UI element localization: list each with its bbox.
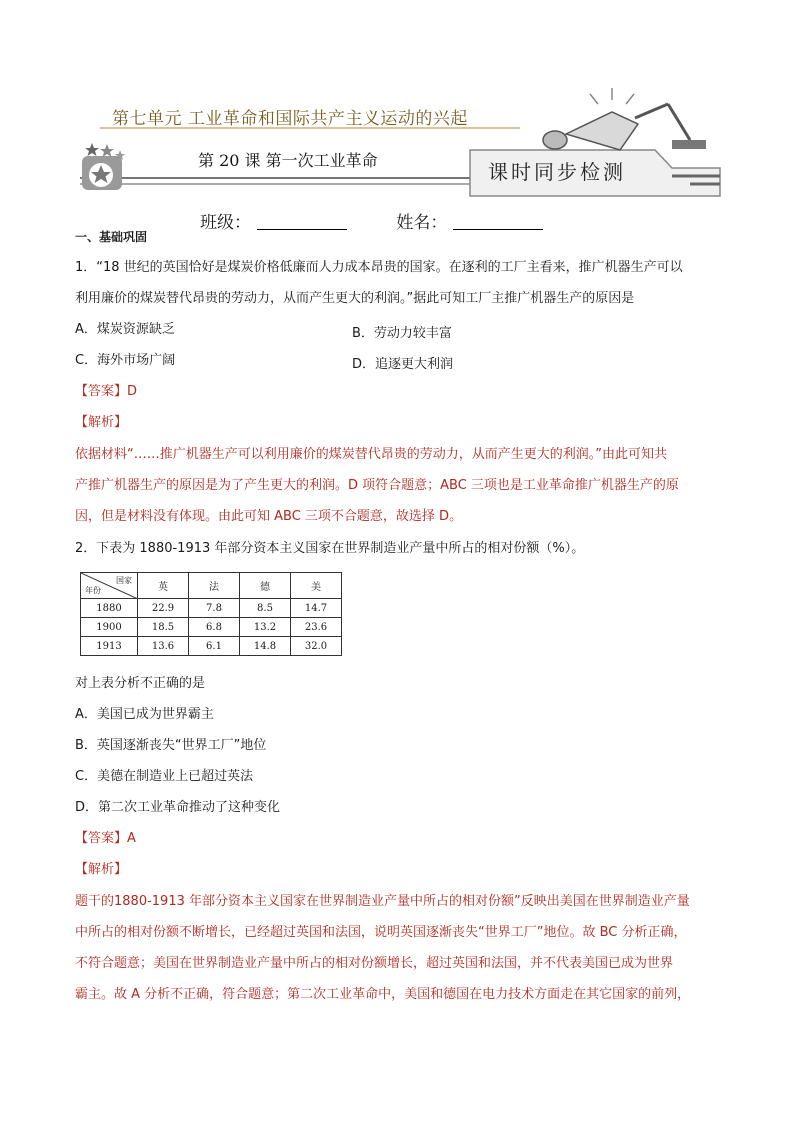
q2-analysis-label: 【解析】 [75, 862, 128, 877]
q2-analysis-line-4: 霸主。故 A 分析不正确，符合题意；第二次工业革命中，美国和德国在电力技术方面走在其它国家的前列， [75, 987, 691, 1002]
value-cell: 14.7 [291, 599, 342, 618]
value-cell: 13.6 [138, 637, 189, 656]
value-cell: 14.8 [240, 637, 291, 656]
column-header: 德 [240, 573, 291, 599]
value-cell: 8.5 [240, 599, 291, 618]
table-row [81, 599, 342, 618]
q1-answer: 【答案】D [75, 384, 138, 399]
column-header: 英 [138, 573, 189, 599]
column-header: 美 [291, 573, 342, 599]
q1-analysis-line-1: 依据材料“……推广机器生产可以利用廉价的煤炭替代昂贵的劳动力，从而产生更大的利润。”由此可知共 [75, 447, 667, 462]
header-banner-graphic [0, 0, 794, 205]
page-header [0, 0, 794, 205]
year-cell: 1880 [81, 599, 138, 618]
value-cell: 6.8 [189, 618, 240, 637]
name-label: 姓名： [396, 213, 448, 233]
q2-option-b: B．英国逐渐丧失“世界工厂”地位 [75, 738, 267, 753]
year-cell: 1900 [81, 618, 138, 637]
year-cell: 1913 [81, 637, 138, 656]
q2-analysis-line-3: 不符合题意；美国在世界制造业产量中所占的相对份额增长，超过英国和法国，并不代表美国已成为世界 [75, 956, 674, 971]
q2-analysis-line-2: 中所占的相对份额不断增长，已经超过英国和法国，说明英国逐渐丧失“世界工厂”地位。故 BC 分析正确， [75, 925, 687, 940]
q2-option-d: D．第二次工业革命推动了这种变化 [75, 800, 281, 815]
q1-option-c: C．海外市场广阔 [75, 353, 176, 368]
table-row [81, 618, 342, 637]
student-info-row [200, 208, 543, 233]
q2-analysis-line-1: 题干的1880-1913 年部分资本主义国家在世界制造业产量中所占的相对份额”反映出美国在世界制造业产量 [75, 894, 690, 909]
q2-question: 对上表分析不正确的是 [75, 676, 206, 691]
q1-option-b: B．劳动力较丰富 [352, 326, 452, 341]
manufacturing-share-table [80, 572, 342, 656]
section-badge-label: 课时同步检测 [488, 160, 626, 184]
value-cell: 7.8 [189, 599, 240, 618]
q1-analysis-label: 【解析】 [75, 415, 128, 430]
value-cell: 32.0 [291, 637, 342, 656]
value-cell: 23.6 [291, 618, 342, 637]
q1-analysis-line-2: 产推广机器生产的原因是为了产生更大的利润。D 项符合题意；ABC 三项也是工业革命推广机器生产的原 [75, 478, 679, 493]
name-blank-field[interactable] [453, 229, 543, 230]
q1-stem-line-2: 利用廉价的煤炭替代昂贵的劳动力，从而产生更大的利润。”据此可知工厂主推广机器生产的原因是 [75, 291, 635, 306]
class-blank-field[interactable] [257, 229, 347, 230]
q2-option-a: A．美国已成为世界霸主 [75, 707, 214, 722]
q1-option-a: A．煤炭资源缺乏 [75, 322, 175, 337]
table-header-row [81, 573, 342, 599]
table-corner-cell [81, 573, 138, 599]
value-cell: 22.9 [138, 599, 189, 618]
desk-lamp-icon [543, 88, 706, 150]
column-header: 法 [189, 573, 240, 599]
unit-title: 第七单元 工业革命和国际共产主义运动的兴起 [112, 109, 468, 129]
q2-answer: 【答案】A [75, 831, 136, 846]
q2-option-c: C．美德在制造业上已超过英法 [75, 769, 254, 784]
table-row [81, 637, 342, 656]
class-label: 班级： [200, 213, 251, 233]
section-title: 一、基础巩固 [75, 230, 148, 244]
value-cell: 13.2 [240, 618, 291, 637]
q2-stem: 2．下表为 1880-1913 年部分资本主义国家在世界制造业产量中所占的相对份额（%）。 [75, 541, 585, 556]
value-cell: 6.1 [189, 637, 240, 656]
value-cell: 18.5 [138, 618, 189, 637]
q1-analysis-line-3: 因，但是材料没有体现。由此可知 ABC 三项不合题意，故选择 D。 [75, 509, 463, 524]
q1-stem-line-1: 1．“18 世纪的英国恰好是煤炭价格低廉而人力成本昂贵的国家。在逐利的工厂主看来，推广机器生产可以 [75, 260, 683, 275]
star-badge-icon [82, 143, 125, 190]
corner-bottom-label: 年份 [85, 586, 101, 595]
lesson-title: 第 20 课 第一次工业革命 [198, 151, 378, 170]
q1-option-d: D．追逐更大利润 [352, 357, 454, 372]
corner-top-label: 国家 [116, 576, 132, 585]
